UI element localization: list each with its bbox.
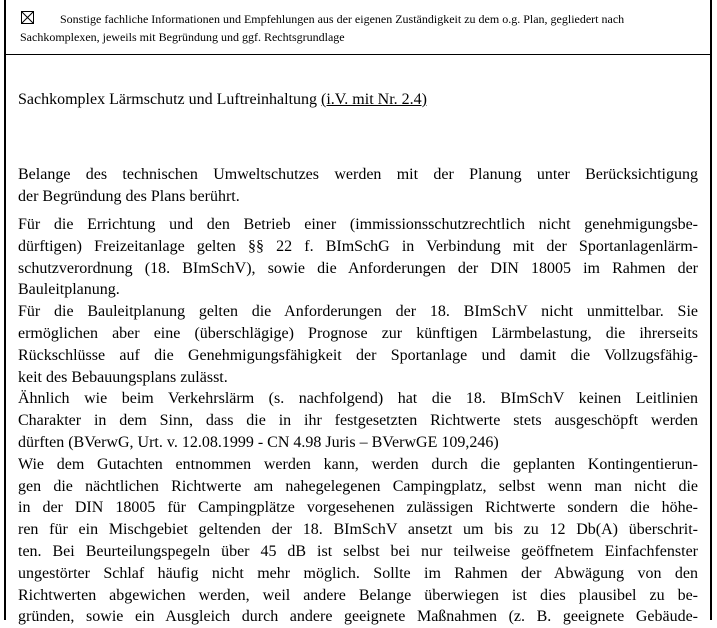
text-line: Wie dem Gutachten entnommen werden kann, werden durch die geplanten Kontingentierun- — [18, 455, 698, 473]
text-line: dürftigen) Freizeitanlage gelten §§ 22 f. BImSchG in Verbindung mit der Sportanlagenlärm- — [18, 237, 698, 255]
text-line: ungestörter Schlaf häufig nicht mehr möglich. Sollte im Rahmen der Abwägung von den — [18, 564, 698, 582]
text-line: Charakter in dem Sinn, dass die in ihr festgesetzten Richtwerte stets ausgeschöpft werden — [18, 412, 698, 430]
section-header — [4, 0, 712, 55]
sachkomplex-reference-link[interactable]: (i.V. mit Nr. 2.4) — [321, 91, 427, 108]
text-line: ren für ein Mischgebiet geltenden der 18. BImSchV ansetzt um bis zu 12 Db(A) überschrit- — [18, 521, 698, 539]
text-line: dürften (BVerwG, Urt. v. 12.08.1999 - CN 4.98 Juris – BVerwGE 109,246) — [18, 433, 499, 451]
text-line: schutzverordnung (18. BImSchV), sowie die Anforderungen der DIN 18005 im Rahmen der — [18, 259, 698, 277]
sachkomplex-heading — [18, 90, 427, 110]
text-line: gen die nächtlichen Richtwerte am nahegelegenen Campingplatz, selbst wenn man nicht die — [18, 477, 698, 495]
header-text-line-2: Sachkomplexen, jeweils mit Begründung und ggf. Rechtsgrundlage — [20, 30, 345, 44]
text-line: in der DIN 18005 für Campingplätze vorgesehenen zulässigen Richtwerte sondern die höhe- — [18, 499, 698, 517]
text-line: ten. Bei Beurteilungspegeln über 45 dB ist selbst bei nur teilweise geöffnetem Einfachfenster — [18, 542, 698, 560]
text-line: ermöglichen aber eine (überschlägige) Prognose zur künftigen Lärmbelastung, die ihrerseits — [18, 324, 698, 342]
text-line: Belange des technischen Umweltschutzes werden mit der Planung unter Berücksichtigung — [18, 166, 698, 183]
text-line: Rückschlüsse auf die Genehmigungsfähigkeit der Sportanlage und damit die Vollzugsfähig- — [18, 346, 698, 364]
paragraph-details — [18, 214, 698, 628]
checkbox-cross-mark — [22, 12, 33, 23]
text-line: keit des Bebauungsplans zulässt. — [18, 368, 228, 386]
text-line: Für die Bauleitplanung gelten die Anforderungen der 18. BImSchV nicht unmittelbar. Sie — [18, 303, 698, 321]
text-line: gründen, sowie ein Ausgleich durch andere geeignete Maßnahmen (z. B. geeignete Gebäude- — [18, 608, 698, 626]
text-line: Bauleitplanung. — [18, 281, 120, 299]
sachkomplex-title: Sachkomplex Lärmschutz und Luftreinhaltung — [18, 91, 318, 108]
text-line: Richtwerten abgewichen werden, weil andere Belange überwiegen ist dies plausibel zu be- — [18, 586, 698, 604]
paragraph-belange — [18, 164, 698, 208]
header-text-line-1: Sonstige fachliche Informationen und Empfehlungen aus der eigenen Zuständigkeit zu dem o.g. Plan, gegliedert nach — [60, 12, 625, 26]
text-line: Ähnlich wie beim Verkehrslärm (s. nachfolgend) hat die 18. BImSchV keinen Leitlinien — [18, 390, 698, 408]
text-line: Für die Errichtung und den Betrieb einer (immissionsschutzrechtlich nicht genehmigungsbe- — [18, 216, 698, 233]
text-line: der Begründung des Plans berührt. — [18, 187, 240, 205]
checked-box-icon[interactable] — [21, 11, 34, 24]
